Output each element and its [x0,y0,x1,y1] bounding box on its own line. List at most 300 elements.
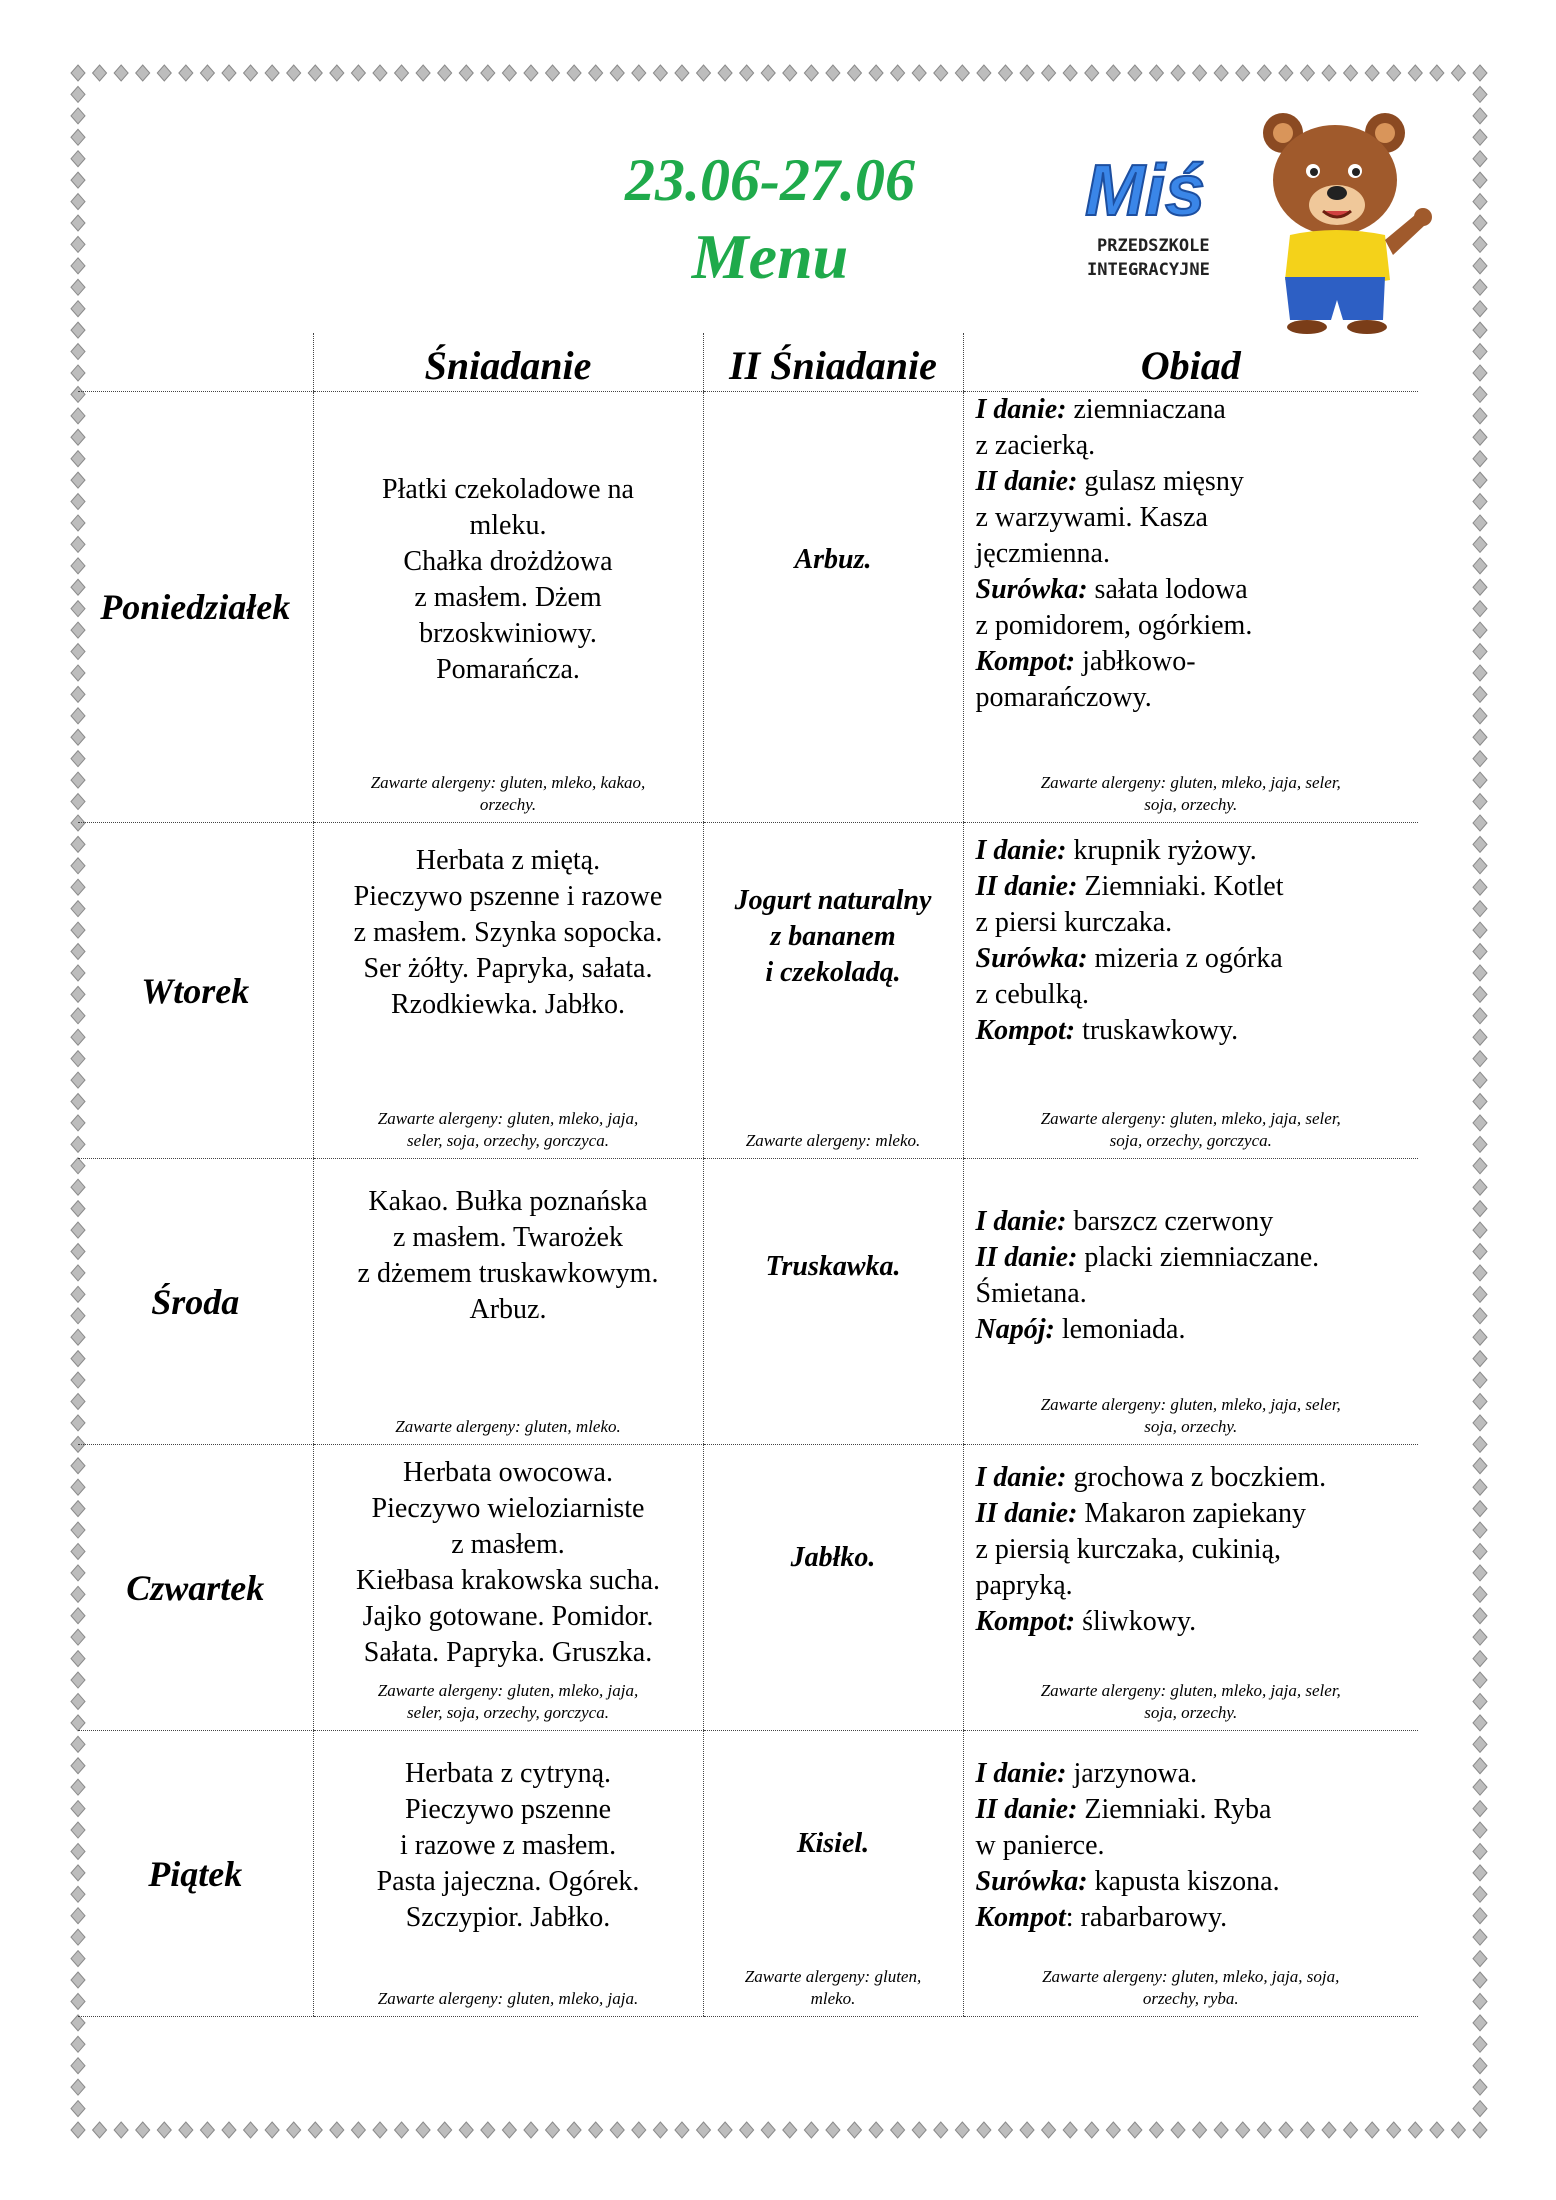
border-diamond-icon [1473,258,1487,274]
dinner-course [976,1604,1419,1640]
border-diamond-icon [287,65,301,81]
border-diamond-icon [718,65,732,81]
border-diamond-icon [1473,2122,1487,2138]
dinner-cell [963,1445,1418,1731]
border-diamond-icon [222,2122,236,2138]
border-diamond-icon [1473,1008,1487,1024]
menu-header-row [78,333,1418,392]
border-diamond-icon [1473,965,1487,981]
border-diamond-icon [222,65,236,81]
border-diamond-icon [891,2122,905,2138]
border-diamond-icon [1473,1801,1487,1817]
border-diamond-icon [1473,1351,1487,1367]
border-diamond-icon [1473,1265,1487,1281]
border-diamond-icon [459,65,473,81]
course-dish: gulasz mięsny z warzywami. Kasza jęczmienna. [975,466,1244,569]
border-diamond-icon [1300,65,1314,81]
course-label: I danie: [975,835,1067,866]
border-diamond-icon [1387,65,1401,81]
course-dish: : rabarbarowy. [1065,1902,1228,1933]
border-diamond-icon [934,2122,948,2138]
second-breakfast-cell [703,823,963,1159]
breakfast-cell [313,1159,703,1445]
dinner-cell [963,392,1418,823]
course-label: I danie: [975,1462,1067,1493]
course-dish: krupnik ryżowy. [1066,835,1257,866]
dinner-allergens: Zawarte alergeny: gluten, mleko, jaja, soja, orzechy, ryba. [1042,1967,1340,2008]
border-diamond-icon [1171,65,1185,81]
border-diamond-icon [998,2122,1012,2138]
border-diamond-icon [71,172,85,188]
border-diamond-icon [1300,2122,1314,2138]
border-diamond-icon [653,65,667,81]
border-diamond-icon [1473,451,1487,467]
border-diamond-icon [136,65,150,81]
border-diamond-icon [1473,1672,1487,1688]
dinner-cell [963,823,1418,1159]
border-diamond-icon [502,65,516,81]
border-diamond-icon [1473,1372,1487,1388]
border-diamond-icon [1473,1779,1487,1795]
border-diamond-icon [610,2122,624,2138]
border-diamond-icon [1473,1758,1487,1774]
border-diamond-icon [71,86,85,102]
border-diamond-icon [977,65,991,81]
border-diamond-icon [761,65,775,81]
border-diamond-icon [1473,215,1487,231]
border-diamond-icon [804,2122,818,2138]
border-diamond-icon [1473,1415,1487,1431]
border-diamond-icon [1473,86,1487,102]
border-diamond-icon [589,65,603,81]
border-diamond-icon [1365,2122,1379,2138]
header-breakfast: Śniadanie [313,333,703,392]
breakfast-allergens: Zawarte alergeny: gluten, mleko. [395,1417,621,1436]
border-diamond-icon [1473,1886,1487,1902]
border-diamond-icon [1473,236,1487,252]
border-diamond-icon [244,65,258,81]
border-diamond-icon [179,2122,193,2138]
course-label: Kompot: [975,1015,1076,1046]
border-diamond-icon [1473,1479,1487,1495]
dinner-course [976,1204,1419,1240]
border-diamond-icon [1106,65,1120,81]
border-diamond-icon [1473,922,1487,938]
border-diamond-icon [200,2122,214,2138]
border-diamond-icon [1473,558,1487,574]
dinner-course [976,464,1419,572]
border-diamond-icon [1257,65,1271,81]
course-label: I danie: [975,1758,1067,1789]
border-diamond-icon [308,2122,322,2138]
border-diamond-icon [308,65,322,81]
course-dish: grochowa z boczkiem. [1066,1462,1327,1493]
day-row [78,392,1418,823]
border-diamond-icon [1214,65,1228,81]
border-diamond-icon [1473,1458,1487,1474]
second-breakfast-allergens: Zawarte alergeny: mleko. [745,1131,921,1150]
course-dish: jarzynowa. [1066,1758,1198,1789]
border-diamond-icon [1451,65,1465,81]
dinner-cell [963,1731,1418,2017]
border-diamond-icon [1473,1179,1487,1195]
border-diamond-icon [1473,2036,1487,2052]
border-diamond-icon [71,108,85,124]
border-diamond-icon [1473,429,1487,445]
border-diamond-icon [1149,2122,1163,2138]
second-breakfast-text: Jabłko. [790,1542,876,1573]
course-label: I danie: [975,1206,1067,1237]
day-row [78,823,1418,1159]
border-diamond-icon [1193,2122,1207,2138]
border-diamond-icon [244,2122,258,2138]
border-diamond-icon [265,2122,279,2138]
border-diamond-icon [783,65,797,81]
border-diamond-icon [1473,1586,1487,1602]
border-diamond-icon [1344,2122,1358,2138]
border-diamond-icon [1473,1693,1487,1709]
dinner-course [976,644,1419,716]
border-diamond-icon [330,2122,344,2138]
border-diamond-icon [71,301,85,317]
border-diamond-icon [1473,1951,1487,1967]
border-diamond-icon [179,65,193,81]
dinner-course [976,1013,1419,1049]
border-diamond-icon [1473,879,1487,895]
border-diamond-icon [71,2015,85,2031]
border-diamond-icon [71,194,85,210]
border-diamond-icon [1473,386,1487,402]
second-breakfast-text: Jogurt naturalny z bananem i czekoladą. [734,885,932,988]
border-diamond-icon [1042,2122,1056,2138]
border-diamond-icon [459,2122,473,2138]
second-breakfast-text: Kisiel. [796,1828,870,1859]
border-diamond-icon [71,2122,85,2138]
border-diamond-icon [1473,1201,1487,1217]
border-diamond-icon [1473,194,1487,210]
border-diamond-icon [71,258,85,274]
day-cell [78,823,313,1159]
second-breakfast-cell [703,392,963,823]
second-breakfast-cell [703,1731,963,2017]
course-label: Kompot: [975,646,1076,677]
border-diamond-icon [718,2122,732,2138]
breakfast-allergens: Zawarte alergeny: gluten, mleko, jaja. [377,1989,639,2008]
border-diamond-icon [1473,1543,1487,1559]
dinner-text [964,1460,1419,1640]
border-diamond-icon [1473,815,1487,831]
border-diamond-icon [761,2122,775,2138]
dinner-course [976,1460,1419,1496]
header-dinner: Obiad [963,333,1418,392]
border-diamond-icon [1408,2122,1422,2138]
border-diamond-icon [1473,1715,1487,1731]
border-diamond-icon [1473,494,1487,510]
second-breakfast-text: Truskawka. [765,1251,901,1282]
border-diamond-icon [1344,65,1358,81]
border-diamond-icon [804,65,818,81]
border-diamond-icon [1473,1329,1487,1345]
border-diamond-icon [1473,1929,1487,1945]
border-diamond-icon [1473,1115,1487,1131]
breakfast-text: Herbata owocowa. Pieczywo wieloziarniste z masłem. Kiełbasa krakowska sucha. Jajko gotowane. Pomidor. Sałata. Papryka. Gruszka. [355,1457,660,1668]
border-diamond-icon [1171,2122,1185,2138]
border-diamond-icon [1473,2015,1487,2031]
border-diamond-icon [114,65,128,81]
border-diamond-icon [1473,2079,1487,2095]
border-diamond-icon [71,2058,85,2074]
border-diamond-icon [1085,65,1099,81]
border-diamond-icon [826,2122,840,2138]
border-diamond-icon [1473,1629,1487,1645]
border-diamond-icon [610,65,624,81]
border-diamond-icon [891,65,905,81]
border-diamond-icon [1236,65,1250,81]
dinner-allergens: Zawarte alergeny: gluten, mleko, jaja, seler, soja, orzechy. [1040,773,1341,814]
border-diamond-icon [1473,1608,1487,1624]
course-label: II danie: [975,466,1078,497]
border-diamond-icon [675,65,689,81]
breakfast-text: Kakao. Bułka poznańska z masłem. Twarożek z dżemem truskawkowym. Arbuz. [357,1186,659,1325]
course-dish: Ziemniaki. Ryba w panierce. [975,1794,1272,1861]
border-diamond-icon [1473,1651,1487,1667]
day-name: Piątek [148,1853,243,1894]
border-diamond-icon [1473,1843,1487,1859]
border-diamond-icon [1473,172,1487,188]
border-diamond-icon [1473,1072,1487,1088]
menu-dates: 23.06-27.06 [625,147,915,213]
border-diamond-icon [1473,901,1487,917]
border-diamond-icon [1473,1865,1487,1881]
dinner-text [964,1756,1419,1936]
border-diamond-icon [265,65,279,81]
border-diamond-icon [1020,65,1034,81]
logo-line1: PRZEDSZKOLE [1097,236,1210,256]
border-diamond-icon [71,215,85,231]
border-diamond-icon [740,65,754,81]
course-dish: śliwkowy. [1075,1606,1197,1637]
border-diamond-icon [632,2122,646,2138]
border-diamond-icon [71,236,85,252]
border-diamond-icon [1085,2122,1099,2138]
border-diamond-icon [1322,2122,1336,2138]
border-diamond-icon [589,2122,603,2138]
border-diamond-icon [567,65,581,81]
course-label: II danie: [975,1242,1078,1273]
border-diamond-icon [1473,151,1487,167]
course-label: Surówka: [975,943,1088,974]
border-diamond-icon [71,2036,85,2052]
day-row [78,1731,1418,2017]
logo-line2: INTEGRACYJNE [1087,260,1210,280]
breakfast-allergens: Zawarte alergeny: gluten, mleko, kakao, orzechy. [370,773,646,814]
border-diamond-icon [869,2122,883,2138]
dinner-cell [963,1159,1418,1445]
border-diamond-icon [1473,1308,1487,1324]
border-diamond-icon [373,65,387,81]
border-diamond-icon [1473,472,1487,488]
border-diamond-icon [1257,2122,1271,2138]
dinner-text [964,1204,1419,1348]
breakfast-cell [313,392,703,823]
border-diamond-icon [567,2122,581,2138]
dinner-course [976,1900,1419,1936]
dinner-course [976,1496,1419,1604]
border-diamond-icon [1473,708,1487,724]
border-diamond-icon [783,2122,797,2138]
border-diamond-icon [1322,65,1336,81]
course-dish: mizeria z ogórka z cebulką. [975,943,1283,1010]
border-diamond-icon [1473,1565,1487,1581]
border-diamond-icon [1473,1094,1487,1110]
border-diamond-icon [1473,986,1487,1002]
border-diamond-icon [416,65,430,81]
dinner-course [976,869,1419,941]
border-diamond-icon [1473,1908,1487,1924]
border-diamond-icon [697,65,711,81]
border-diamond-icon [1473,729,1487,745]
border-diamond-icon [653,2122,667,2138]
border-diamond-icon [71,279,85,295]
breakfast-text: Płatki czekoladowe na mleku. Chałka drożdżowa z masłem. Dżem brzoskwiniowy. Pomarańcza. [382,474,634,685]
dinner-allergens: Zawarte alergeny: gluten, mleko, jaja, seler, soja, orzechy. [1040,1395,1341,1436]
dinner-course [976,833,1419,869]
day-name: Środa [151,1281,240,1322]
second-breakfast-allergens: Zawarte alergeny: gluten, mleko. [744,1967,922,2008]
border-diamond-icon [71,65,85,81]
border-diamond-icon [1149,65,1163,81]
border-diamond-icon [1473,944,1487,960]
border-diamond-icon [1473,365,1487,381]
border-diamond-icon [1473,108,1487,124]
breakfast-cell [313,1445,703,1731]
border-diamond-icon [1128,65,1142,81]
border-diamond-icon [977,2122,991,2138]
course-dish: placki ziemniaczane. Śmietana. [975,1242,1320,1309]
breakfast-text: Herbata z miętą. Pieczywo pszenne i razowe z masłem. Szynka sopocka. Ser żółty. Papryka, sałata. Rzodkiewka. Jabłko. [353,845,663,1020]
border-diamond-icon [1279,65,1293,81]
header-day [78,333,313,392]
border-diamond-icon [1473,1222,1487,1238]
border-diamond-icon [1473,129,1487,145]
dinner-course [976,1756,1419,1792]
border-diamond-icon [1473,665,1487,681]
border-diamond-icon [373,2122,387,2138]
border-diamond-icon [826,65,840,81]
border-diamond-icon [351,2122,365,2138]
border-diamond-icon [1473,1029,1487,1045]
day-row [78,1159,1418,1445]
border-diamond-icon [1473,408,1487,424]
course-dish: lemoniada. [1054,1314,1186,1345]
course-dish: barszcz czerwony [1066,1206,1274,1237]
border-diamond-icon [1473,644,1487,660]
course-label: Napój: [975,1314,1055,1345]
breakfast-allergens: Zawarte alergeny: gluten, mleko, jaja, seler, soja, orzechy, gorczyca. [377,1681,639,1722]
border-diamond-icon [200,65,214,81]
course-label: I danie: [975,394,1067,425]
preschool-logo [1085,105,1445,335]
course-label: Surówka: [975,1866,1088,1897]
dinner-allergens: Zawarte alergeny: gluten, mleko, jaja, seler, soja, orzechy, gorczyca. [1040,1109,1341,1150]
day-name: Wtorek [141,970,250,1011]
dinner-text [964,392,1419,716]
border-diamond-icon [1473,1822,1487,1838]
course-dish: ziemniaczana z zacierką. [975,394,1226,461]
border-diamond-icon [632,65,646,81]
border-diamond-icon [114,2122,128,2138]
dinner-course [976,1864,1419,1900]
border-diamond-icon [847,2122,861,2138]
border-diamond-icon [1430,2122,1444,2138]
course-label: Kompot: [975,1606,1076,1637]
border-diamond-icon [416,2122,430,2138]
breakfast-allergens: Zawarte alergeny: gluten, mleko, jaja, seler, soja, orzechy, gorczyca. [377,1109,639,1150]
border-diamond-icon [524,2122,538,2138]
dinner-course [976,941,1419,1013]
border-diamond-icon [1193,65,1207,81]
border-diamond-icon [524,65,538,81]
border-diamond-icon [1473,858,1487,874]
border-diamond-icon [1473,344,1487,360]
border-diamond-icon [1473,686,1487,702]
border-diamond-icon [1473,1736,1487,1752]
border-diamond-icon [869,65,883,81]
border-diamond-icon [71,129,85,145]
dinner-course [976,572,1419,644]
dinner-course [976,1312,1419,1348]
border-diamond-icon [1473,794,1487,810]
border-diamond-icon [1473,1972,1487,1988]
border-diamond-icon [1473,2058,1487,2074]
dinner-course [976,392,1419,464]
border-diamond-icon [1473,1522,1487,1538]
border-diamond-icon [351,65,365,81]
border-diamond-icon [157,65,171,81]
border-diamond-icon [481,2122,495,2138]
border-diamond-icon [1473,579,1487,595]
border-diamond-icon [740,2122,754,2138]
border-diamond-icon [1365,65,1379,81]
border-diamond-icon [71,2101,85,2117]
border-diamond-icon [1473,1501,1487,1517]
border-diamond-icon [1063,2122,1077,2138]
dinner-course [976,1792,1419,1864]
border-diamond-icon [438,65,452,81]
border-diamond-icon [1473,836,1487,852]
second-breakfast-cell [703,1159,963,1445]
border-diamond-icon [71,2079,85,2095]
breakfast-cell [313,823,703,1159]
header-second-breakfast: II Śniadanie [703,333,963,392]
day-cell [78,1159,313,1445]
border-diamond-icon [1473,772,1487,788]
border-diamond-icon [1473,536,1487,552]
second-breakfast-cell [703,1445,963,1731]
course-dish: truskawkowy. [1075,1015,1239,1046]
border-diamond-icon [136,2122,150,2138]
course-dish: sałata lodowa z pomidorem, ogórkiem. [975,574,1253,641]
border-diamond-icon [955,65,969,81]
day-cell [78,1731,313,2017]
border-diamond-icon [395,65,409,81]
border-diamond-icon [1473,279,1487,295]
border-diamond-icon [1020,2122,1034,2138]
border-diamond-icon [1473,1051,1487,1067]
border-diamond-icon [998,65,1012,81]
day-name: Poniedziałek [100,587,291,627]
border-diamond-icon [502,2122,516,2138]
